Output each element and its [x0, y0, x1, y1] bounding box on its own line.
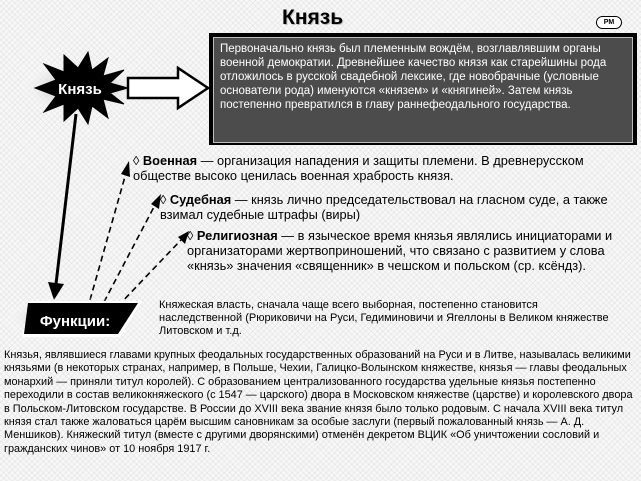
function-name: Судебная [169, 192, 232, 207]
power-text: Княжеская власть, сначала чаще всего выборная, постепенно становится наследственной (Рюриковичи на Руси, Гедиминовичи и Ягеллоны в Великом княжестве Литовском и т.д. [159, 299, 609, 337]
page-title: Князь [282, 6, 344, 29]
rm-badge: PM [596, 16, 622, 29]
functions-arrow [48, 114, 76, 300]
function-text: — князь лично председательствовал на гласном суде, а также взимал судебные штрафы (виры) [160, 192, 608, 222]
function-name: Религиозная [196, 228, 278, 243]
intro-box [209, 33, 637, 145]
function-text: — организация нападения и защиты племени. В древнерусском обществе высоко ценилась военная храбрость князя. [133, 153, 584, 183]
bullet-diamond-icon: ◊ [133, 153, 140, 168]
functions-label: Функции: [39, 313, 111, 330]
bullet-diamond-icon: ◊ [187, 228, 194, 243]
intro-arrow [128, 68, 208, 108]
function-religious [187, 228, 617, 273]
prince-label: Князь [58, 81, 102, 98]
history-text: Князья, являвшиеся главами крупных феодальных государственных образований на Руси и в Литве, называлась великими князьями (в некоторых странах, например, в Польше, Чехии, Галицко-Волынском княжестве, князья — главы феодальных монархий — приняли титул королей). С образованием централизованного государства удельные князья постепенно переходили в состав великокняжеского (с 1547 — царского) двора в Московском княжестве (царстве) и королевского двора в Польском-Литовском государстве. В России до XVIII века звание князя было только родовым. С начала XVIII века титул князя стал также жаловаться царём высшим сановникам за особые заслуги (первый пожалованный князь — А. Д. Меншиков). Княжеский титул (вместе с другими дворянскими) отменён декретом ВЦИК «Об уничтожении сословий и гражданских чинов» от 10 ноября 1917 г. [4, 349, 633, 455]
function-military [133, 153, 603, 183]
function-text: — в языческое время князья являлись инициаторами и организаторами жертвоприношений, что связано с развитием у слова «князь» значения «священник» в чешском и польском (ср. ксёндз). [187, 228, 613, 273]
bullet-diamond-icon: ◊ [160, 192, 167, 207]
function-name: Военная [142, 153, 198, 168]
prince-starburst [18, 52, 142, 124]
intro-text: Первоначально князь был племенным вождём, возглавлявшим органы военной демократии. Древнейшее качество князя как старейшины рода отложилось в русской свадебной лексике, где новобрачные (условные основатели рода) именуются «князем» и «княгиней». Затем князь постепенно превратился в главу раннефеодального государства. [213, 37, 633, 143]
function-judicial [160, 192, 610, 222]
